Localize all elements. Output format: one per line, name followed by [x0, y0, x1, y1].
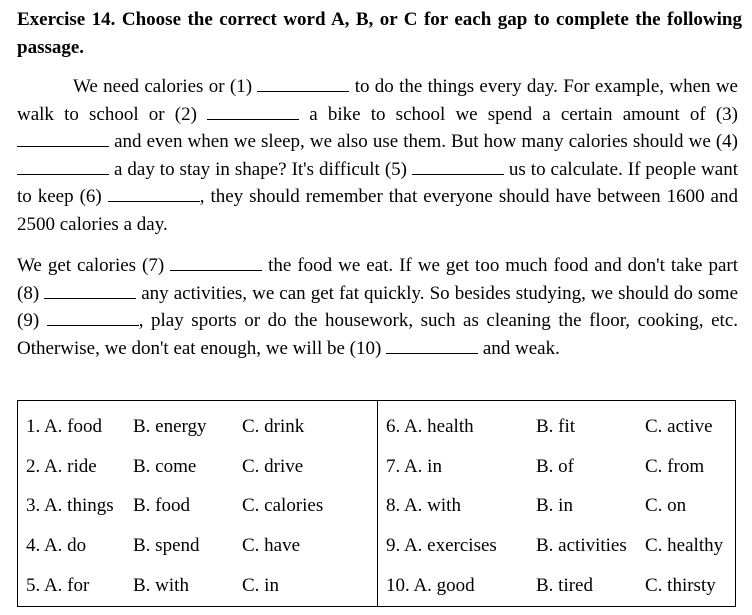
passage-paragraph-2: [17, 252, 738, 362]
passage-text: and even when we sleep, we also use them. But how many calories should we (4): [109, 131, 738, 153]
options-table: [17, 400, 736, 607]
option-choice[interactable]: B. food: [133, 495, 190, 516]
answer-blank-10[interactable]: [386, 339, 478, 354]
option-choice[interactable]: B. come: [133, 456, 197, 477]
passage-text: and weak.: [478, 337, 560, 359]
option-choice[interactable]: C. thirsty: [645, 575, 716, 596]
option-choice[interactable]: 8. A. with: [386, 495, 461, 516]
option-choice[interactable]: C. active: [645, 416, 713, 437]
passage-text: We need calories or (1): [73, 76, 258, 97]
option-choice[interactable]: C. calories: [242, 495, 324, 516]
passage-text: , they should remember that everyone should have between 1600 and 2500 calories a day.: [17, 186, 738, 235]
option-choice[interactable]: C. from: [645, 456, 705, 477]
option-choice[interactable]: 7. A. in: [386, 456, 442, 477]
answer-blank-2[interactable]: [207, 105, 299, 120]
option-choice[interactable]: B. in: [536, 495, 573, 516]
option-choice[interactable]: 9. A. exercises: [386, 535, 497, 556]
option-choice[interactable]: C. on: [645, 495, 687, 516]
passage-text: to do the things every day. For example, when we walk to school or (2): [17, 76, 738, 125]
option-choice[interactable]: 3. A. things: [26, 495, 114, 516]
exercise-title: Exercise 14. Choose the correct word A, B, or C for each gap to complete the following passage.: [17, 9, 742, 58]
passage-text: a day to stay in shape? It's difficult (5): [109, 158, 412, 180]
option-choice[interactable]: 5. A. for: [26, 575, 90, 596]
option-choice[interactable]: 1. A. food: [26, 416, 102, 437]
answer-blank-7[interactable]: [170, 256, 262, 271]
passage-text: , play sports or do the housework, such as cleaning the floor, cooking, etc. Otherwise, we don't eat enough, we will be (10): [17, 310, 738, 359]
option-choice[interactable]: B. activities: [536, 535, 627, 556]
option-choice[interactable]: B. tired: [536, 575, 593, 596]
answer-blank-4[interactable]: [17, 160, 109, 175]
option-choice[interactable]: 4. A. do: [26, 535, 87, 556]
option-choice[interactable]: B. spend: [133, 535, 200, 556]
answer-blank-8[interactable]: [44, 284, 136, 299]
column-divider: [377, 401, 378, 606]
option-choice[interactable]: B. with: [133, 575, 189, 596]
option-choice[interactable]: B. energy: [133, 416, 207, 437]
option-choice[interactable]: B. fit: [536, 416, 576, 437]
answer-blank-6[interactable]: [108, 187, 200, 202]
option-choice[interactable]: C. have: [242, 535, 301, 556]
answer-blank-1[interactable]: [257, 77, 349, 92]
option-choice[interactable]: 10. A. good: [386, 575, 475, 596]
answer-blank-5[interactable]: [412, 160, 504, 175]
passage-text: us to calculate. If people want to keep (6): [17, 158, 738, 208]
option-choice[interactable]: 2. A. ride: [26, 456, 97, 477]
answer-blank-9[interactable]: [47, 311, 139, 326]
passage-paragraph-1: [17, 73, 738, 239]
passage-text: a bike to school we spend a certain amount of (3): [299, 103, 738, 125]
option-choice[interactable]: C. drive: [242, 456, 304, 477]
passage-text: any activities, we can get fat quickly. So besides studying, we should do some (9): [17, 282, 738, 332]
option-choice[interactable]: C. drink: [242, 416, 305, 437]
option-choice[interactable]: C. in: [242, 575, 279, 596]
passage-text: We get calories (7): [17, 255, 171, 276]
option-choice[interactable]: 6. A. health: [386, 416, 474, 437]
passage-text: the food we eat. If we get too much food and don't take part (8): [17, 255, 738, 304]
option-choice[interactable]: C. healthy: [645, 535, 724, 556]
option-choice[interactable]: B. of: [536, 456, 574, 477]
answer-blank-3[interactable]: [17, 132, 109, 147]
